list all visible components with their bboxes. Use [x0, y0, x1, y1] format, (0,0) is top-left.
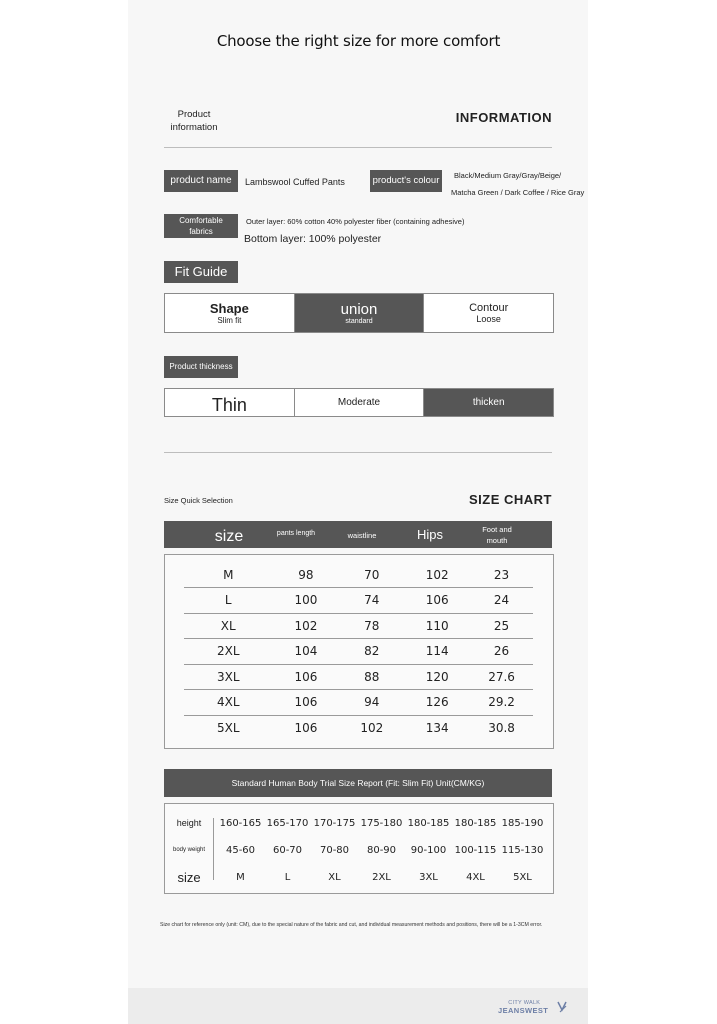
size-row [165, 864, 553, 890]
size-table-cell: 70 [364, 567, 380, 582]
weight-cell: 45-60 [225, 844, 256, 856]
brand-bottom: JEANSWEST [498, 1006, 549, 1015]
divider [164, 452, 552, 453]
height-row [165, 810, 553, 836]
header-size: size [214, 528, 244, 545]
size-table-cell: 26 [493, 644, 510, 658]
height-cell: 175-180 [360, 817, 403, 829]
thickness-label: Thin [211, 395, 247, 415]
height-cell: 180-185 [407, 817, 450, 829]
size-table-cell: 78 [364, 618, 380, 633]
size-table-cell: 30.8 [488, 720, 515, 735]
product-name-tag: product name [164, 170, 238, 192]
page-title: Choose the right size for more comfort [216, 32, 501, 50]
size-table-row [184, 690, 533, 716]
size-table-cell: L [224, 593, 232, 607]
product-colour-line2: Matcha Green / Dark Coffee / Rice Gray [451, 188, 585, 197]
size-table-cell: 88 [364, 669, 380, 684]
disclaimer: Size chart for reference only (unit: CM), due to the special nature of the fabric and cut, and individual measurement methods and positions, there will be a 1-3CM error. [160, 922, 543, 928]
weight-cell: 100-115 [454, 844, 497, 856]
size-table-cell: 106 [294, 720, 318, 735]
size-table-cell: 94 [364, 695, 380, 709]
size-cell: M [236, 871, 245, 883]
fit-option-shape [165, 294, 295, 332]
body-table [164, 803, 554, 894]
footer-band [128, 988, 588, 1024]
header-pants-length: pants length [276, 530, 316, 537]
size-table-cell: 24 [493, 593, 510, 607]
size-table-row [184, 715, 533, 740]
fit-option-main: union [340, 301, 378, 318]
size-table-cell: 102 [425, 567, 449, 582]
product-colour-tag: product's colour [370, 170, 442, 192]
thickness-tag: Product thickness [164, 356, 238, 378]
fit-option-main: Shape [209, 301, 249, 316]
size-table-cell: 2XL [216, 644, 240, 658]
fabric-bottom: Bottom layer: 100% polyester [244, 233, 382, 245]
size-table-cell: 4XL [216, 695, 240, 709]
thickness-option-moderate [295, 389, 425, 416]
size-table-cell: 74 [364, 593, 380, 607]
fit-option-sub: Slim fit [217, 316, 242, 325]
weight-cell: 90-100 [410, 844, 447, 856]
size-table-cell: 98 [298, 567, 314, 582]
height-cell: 180-185 [454, 817, 497, 829]
size-table-cell: 106 [294, 669, 318, 684]
fit-option-sub: standard [345, 318, 373, 325]
size-table-cell: 102 [294, 618, 318, 633]
fit-option-sub: Loose [476, 314, 501, 324]
thickness-options [164, 388, 554, 417]
height-cell: 170-175 [313, 817, 356, 829]
row-label: height [176, 818, 202, 828]
size-table-cell: 3XL [216, 669, 240, 684]
size-table-row [184, 562, 533, 588]
size-cell: 4XL [466, 871, 485, 883]
row-label: body weight [172, 847, 206, 853]
size-table-row [184, 664, 533, 690]
brand-logo [498, 1000, 548, 1015]
size-table-cell: 102 [360, 720, 384, 735]
weight-cell: 60-70 [272, 844, 303, 856]
size-table-cell: 126 [425, 695, 449, 709]
product-info-label: Product information [170, 109, 218, 133]
header-foot-mouth: Foot and mouth [482, 525, 512, 545]
weight-cell: 70-80 [319, 844, 350, 856]
information-heading: INFORMATION [455, 110, 552, 125]
size-table-cell: 104 [294, 644, 318, 658]
size-table-row [184, 588, 533, 614]
size-table-cell: 23 [493, 567, 510, 582]
size-table-header [164, 521, 552, 548]
fit-guide-options [164, 293, 554, 333]
size-table-cell: 100 [294, 593, 318, 607]
size-quick-label: Size Quick Selection [164, 496, 233, 505]
brand-mark-icon [556, 1000, 568, 1014]
size-table-cell: 106 [425, 593, 449, 607]
divider [164, 147, 552, 148]
size-cell: XL [328, 871, 341, 883]
header-waistline: waistline [347, 531, 377, 540]
thickness-option-thicken [424, 389, 553, 416]
height-cell: 185-190 [501, 817, 544, 829]
thickness-label: thicken [472, 397, 505, 408]
size-table-cell: M [223, 567, 234, 582]
fabrics-tag: Comfortable fabrics [164, 214, 238, 238]
header-hips: Hips [416, 527, 443, 542]
size-cell: 5XL [513, 871, 532, 883]
fit-option-contour [424, 294, 553, 332]
fabric-outer: Outer layer: 60% cotton 40% polyester fiber (containing adhesive) [246, 217, 465, 226]
body-report-header [164, 769, 552, 797]
size-table-cell: 110 [425, 618, 449, 633]
size-table-cell: 25 [493, 618, 510, 633]
size-table-cell: XL [220, 618, 236, 633]
size-table-cell: 29.2 [488, 695, 515, 709]
brand-top: CITY WALK [508, 1000, 541, 1006]
size-cell: 3XL [419, 871, 438, 883]
size-table-cell: 114 [425, 644, 449, 658]
height-cell: 160-165 [219, 817, 262, 829]
size-table-row [184, 613, 533, 639]
size-table-cell: 27.6 [488, 669, 515, 684]
weight-cell: 80-90 [366, 844, 397, 856]
size-table-cell: 106 [294, 695, 318, 709]
size-table-cell: 120 [425, 669, 449, 684]
size-cell: L [284, 871, 291, 883]
fit-option-union [295, 294, 425, 332]
product-name-value: Lambswool Cuffed Pants [245, 177, 345, 187]
thickness-label: Moderate [337, 397, 381, 408]
size-table [164, 554, 554, 749]
size-cell: 2XL [372, 871, 391, 883]
weight-row [165, 837, 553, 863]
weight-cell: 115-130 [501, 844, 544, 856]
thickness-option-thin [165, 389, 295, 416]
body-report-title: Standard Human Body Trial Size Report (Fit: Slim Fit) Unit(CM/KG) [231, 778, 485, 788]
height-cell: 165-170 [266, 817, 309, 829]
size-chart-heading: SIZE CHART [469, 492, 552, 507]
row-label: size [177, 869, 201, 885]
fit-guide-tag: Fit Guide [164, 261, 238, 283]
size-table-cell: 82 [364, 644, 380, 658]
size-table-cell: 5XL [216, 720, 240, 735]
product-colour-line1: Black/Medium Gray/Gray/Beige/ [454, 171, 562, 180]
fit-option-main: Contour [469, 302, 509, 314]
size-table-cell: 134 [425, 720, 449, 735]
size-table-row [184, 639, 533, 665]
